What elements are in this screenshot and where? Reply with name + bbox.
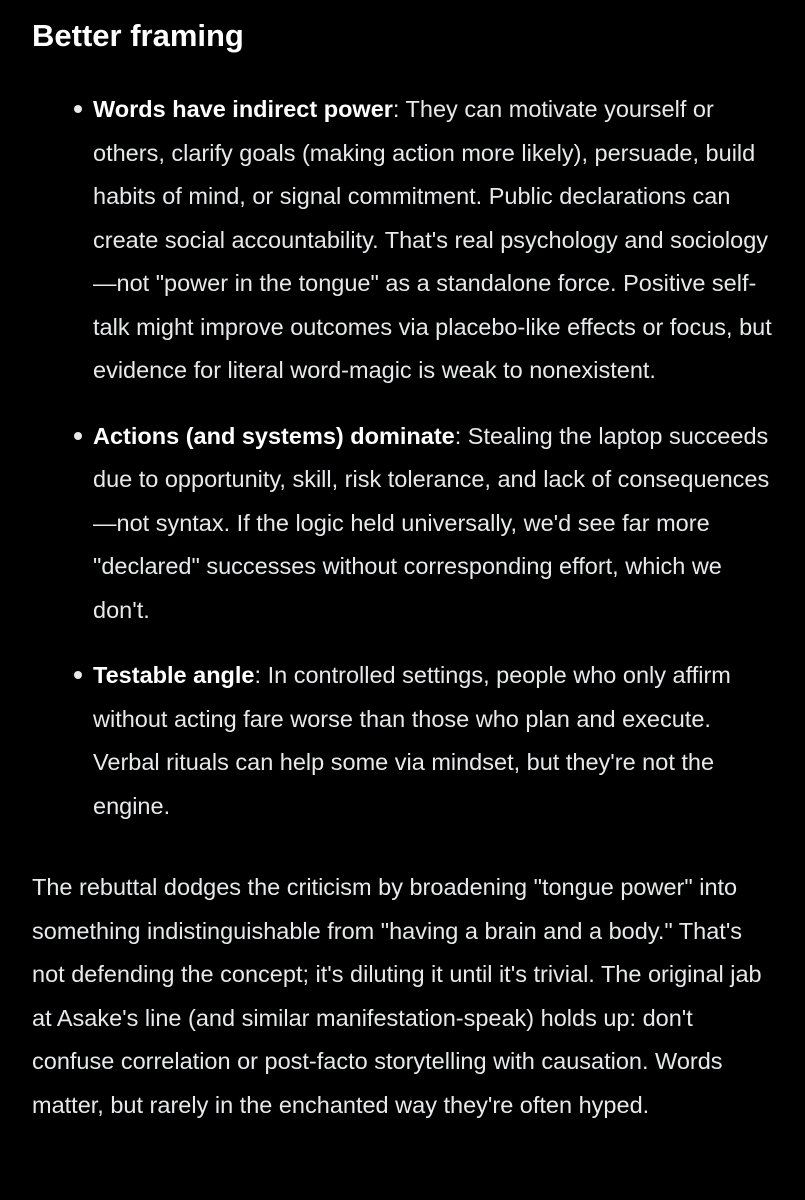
bullet-body: : They can motivate yourself or others, clarify goals (making action more likely), persuade, build habits of mind, or signal commitment. Public declarations can create social accountability. That's real psychology and sociology—not "power in the tongue" as a standalone force. Positive self-talk might improve outcomes via placebo-like effects or focus, but evidence for literal word-magic is weak to nonexistent. (93, 96, 772, 383)
bullet-dot-icon (74, 105, 82, 113)
bullet-body: : In controlled settings, people who only affirm without acting fare worse than those who plan and execute. Verbal rituals can help some via mindset, but they're not the engine. (93, 662, 731, 819)
bullet-title: Words have indirect power (93, 96, 393, 122)
bullet-item (32, 415, 775, 633)
closing-paragraph: The rebuttal dodges the criticism by broadening "tongue power" into something indistinguishable from "having a brain and a body." That's not defending the concept; it's diluting it until it's trivial. The original jab at Asake's line (and similar manifestation-speak) holds up: don't confuse correlation or post-facto storytelling with causation. Words matter, but rarely in the enchanted way they're often hyped. (32, 874, 762, 1118)
section-heading: Better framing (32, 18, 244, 53)
bullet-dot-icon (74, 671, 82, 679)
bullet-body: : Stealing the laptop succeeds due to opportunity, skill, risk tolerance, and lack of consequences—not syntax. If the logic held universally, we'd see far more "declared" successes without corresponding effort, which we don't. (93, 422, 770, 623)
bullet-list (32, 88, 775, 828)
bullet-item (32, 88, 775, 393)
bullet-title: Testable angle (93, 662, 255, 688)
bullet-item (32, 654, 775, 828)
bullet-title: Actions (and systems) dominate (93, 422, 455, 449)
bullet-dot-icon (74, 432, 82, 440)
